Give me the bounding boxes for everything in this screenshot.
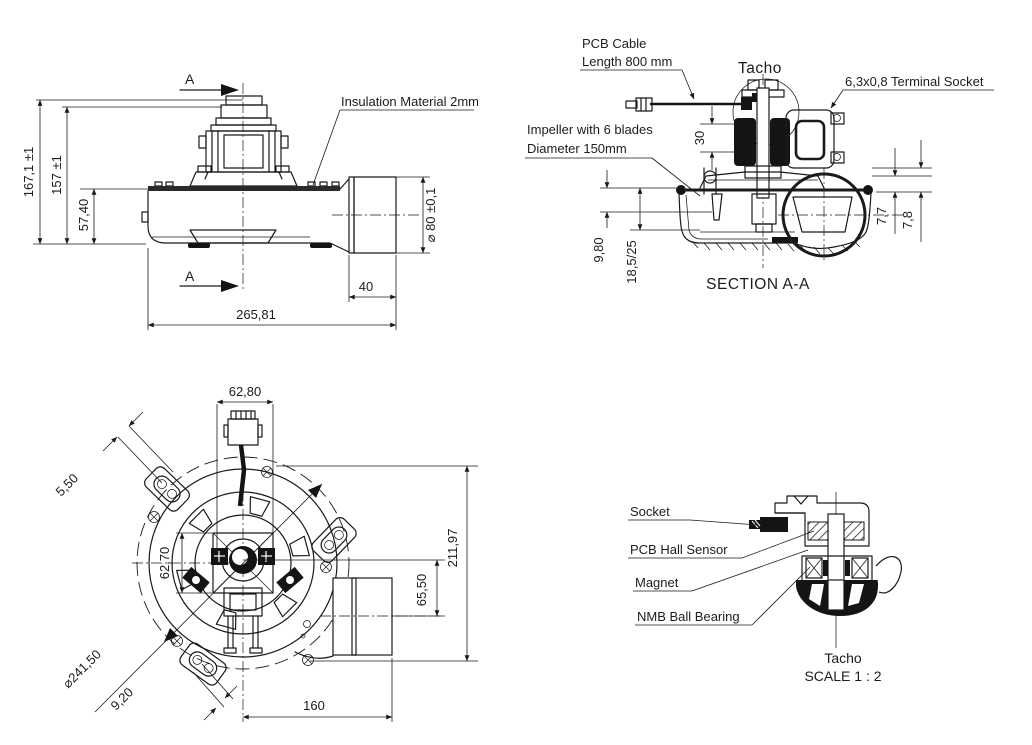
pcb-cable-label-line2: Length 800 mm	[582, 54, 673, 69]
terminal-socket-callout	[831, 74, 994, 108]
terminal-socket-label: 6,3x0,8 Terminal Socket	[845, 74, 984, 89]
dim-motor-square: 62,70	[157, 546, 172, 580]
section-title: SECTION A-A	[706, 276, 810, 293]
dim-outlet-length: 40	[358, 279, 374, 294]
pcb-cable-callout	[580, 36, 694, 99]
tacho-label: Tacho	[738, 60, 782, 77]
dim-overall-height: 167,1 ±1	[21, 146, 36, 198]
front-view	[53, 384, 478, 722]
section-arrow-label-top: A	[185, 71, 195, 87]
insulation-label: Insulation Material 2mm	[341, 94, 479, 109]
dim-motor-stack: 30	[692, 130, 707, 146]
front-view-geometry	[132, 411, 440, 722]
nmb-ball-bearing-label: NMB Ball Bearing	[637, 609, 740, 624]
dim-slot-width-bottom: 9,20	[107, 684, 137, 714]
side-view-geometry	[142, 83, 420, 292]
socket-label: Socket	[630, 504, 670, 519]
dim-slot-width-top: 5,50	[52, 470, 82, 500]
dim-total-length: 265,81	[236, 307, 276, 322]
mounting-slot-bottom-left	[178, 641, 229, 688]
section-view	[525, 36, 994, 293]
insulation-callout	[313, 94, 479, 185]
section-arrow-label-bottom: A	[185, 268, 195, 284]
impeller-label-line2: Diameter 150mm	[527, 141, 627, 156]
dim-plate-offset: 9,80	[591, 237, 606, 263]
pcb-cable-label-line1: PCB Cable	[582, 36, 647, 51]
dim-overall-height-front: 211,97	[445, 528, 460, 568]
dim-housing-diameter: ⌀241,50	[59, 646, 104, 691]
side-view	[21, 71, 479, 330]
dim-rim-offset-1: 7,7	[874, 206, 889, 226]
dim-rim-offset-2: 7,8	[900, 210, 915, 230]
impeller-callout	[525, 122, 700, 196]
dim-outlet-offset: 65,50	[414, 573, 429, 607]
tacho-detail-scale: SCALE 1 : 2	[804, 668, 882, 684]
dim-outlet-diameter: ⌀ 80 ±0,1	[423, 187, 438, 243]
tacho-detail-view	[628, 492, 901, 684]
tacho-detail-geometry	[749, 492, 901, 648]
pcb-hall-sensor-label: PCB Hall Sensor	[630, 542, 728, 557]
impeller-label-line1: Impeller with 6 blades	[527, 122, 653, 137]
dim-motor-height: 157 ±1	[49, 155, 64, 195]
tacho-detail-title: Tacho	[824, 650, 862, 666]
magnet-label: Magnet	[635, 575, 679, 590]
dim-outlet-center: 160	[303, 698, 325, 713]
dim-housing-height: 57,40	[76, 198, 91, 232]
dim-connector-width: 62,80	[228, 384, 262, 399]
dim-housing-depth: 18,5/25	[624, 240, 639, 284]
